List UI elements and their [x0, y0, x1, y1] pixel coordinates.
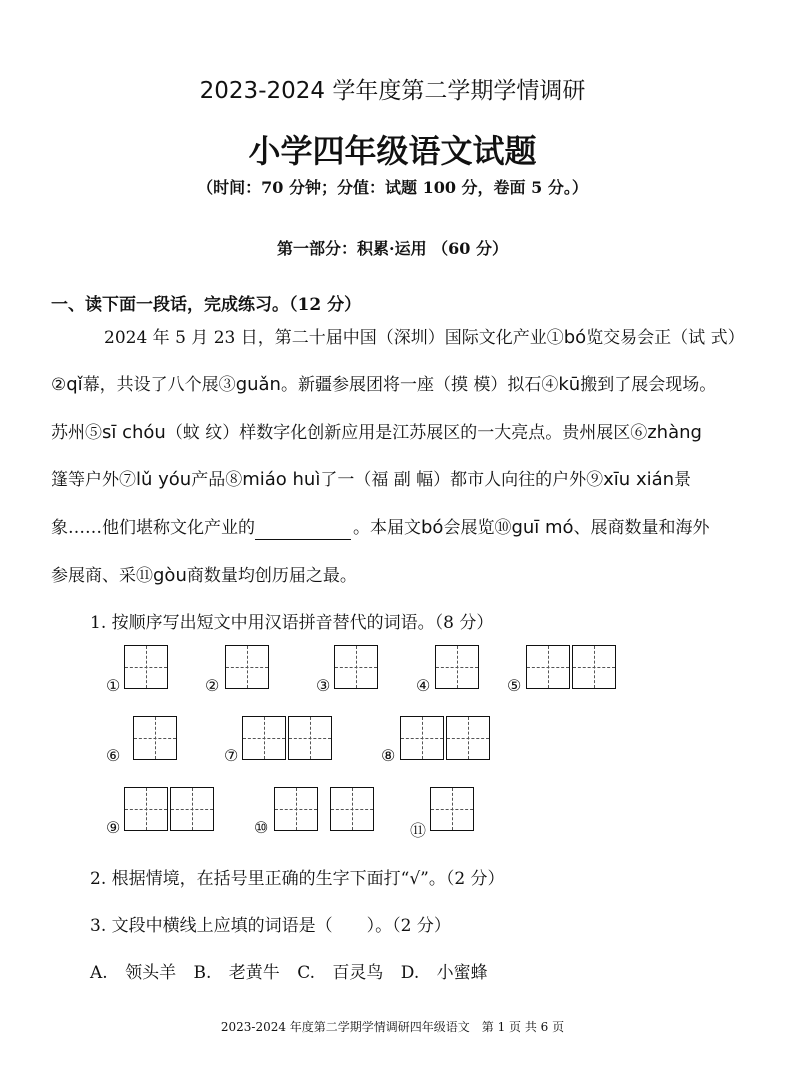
- pinyin: xīu xián: [603, 469, 675, 490]
- answer-grid-4[interactable]: [435, 645, 479, 689]
- pinyin: guī mó: [511, 517, 574, 538]
- pinyin: gòu: [153, 565, 187, 586]
- answer-label: ⑩: [254, 818, 269, 837]
- passage-line-6: [51, 564, 357, 588]
- answer-label: ⑥: [106, 746, 121, 765]
- pinyin: miáo huì: [242, 469, 321, 490]
- passage-text: 象……他们堪称文化产业的: [51, 518, 255, 538]
- passage-text: 景: [674, 470, 692, 490]
- tianzige-cell[interactable]: [526, 645, 570, 689]
- answer-grid-7[interactable]: [242, 716, 332, 760]
- passage-line-4: [51, 468, 691, 492]
- exam-subtitle: （时间：70 分钟；分值：试题 100 分，卷面 5 分。）: [197, 178, 588, 197]
- tianzige-cell[interactable]: [225, 645, 269, 689]
- answer-label: ⑦: [224, 746, 239, 765]
- answer-grid-8[interactable]: [400, 716, 490, 760]
- fill-blank[interactable]: [255, 521, 351, 540]
- passage-text: 2024 年 5 月 23 日，第二十届中国（深圳）国际文化产业①: [104, 328, 564, 348]
- part-heading: 第一部分：积累·运用 （60 分）: [277, 239, 508, 258]
- passage-text: 、展商数量和海外: [573, 518, 710, 538]
- pinyin: lǔ yóu: [136, 469, 192, 490]
- answer-grid-11[interactable]: [430, 787, 474, 831]
- answer-label: ⑪: [410, 821, 427, 840]
- page-footer: 2023-2024 年度第二学期学情调研四年级语文 第 1 页 共 6 页: [220, 1020, 565, 1034]
- pinyin: qǐ: [66, 374, 83, 395]
- pinyin: sī chóu: [102, 422, 166, 443]
- answer-grid-3[interactable]: [334, 645, 378, 689]
- passage-text: 商数量均创历届之最。: [186, 566, 357, 586]
- answer-label: ④: [416, 676, 431, 695]
- passage-line-5: [51, 516, 710, 540]
- answer-grid-9[interactable]: [124, 787, 214, 831]
- passage-line-1: [104, 326, 745, 350]
- answer-grid-2[interactable]: [225, 645, 269, 689]
- answer-label: ③: [316, 676, 331, 695]
- passage-text: 幕，共设了八个展③: [82, 375, 236, 395]
- tianzige-cell[interactable]: [435, 645, 479, 689]
- tianzige-cell[interactable]: [274, 787, 318, 831]
- tianzige-cell[interactable]: [242, 716, 286, 760]
- pinyin: bó: [421, 517, 444, 538]
- passage-text: 搬到了展会现场。: [580, 375, 717, 395]
- answer-label: ⑤: [507, 676, 522, 695]
- question-3: 3. 文段中横线上应填的词语是（ ）。（2 分）: [90, 916, 451, 936]
- question-1: 1. 按顺序写出短文中用汉语拼音替代的词语。（8 分）: [90, 613, 494, 633]
- tianzige-cell[interactable]: [330, 787, 374, 831]
- passage-line-2: [51, 373, 716, 397]
- pinyin: zhàng: [647, 422, 702, 443]
- tianzige-cell[interactable]: [572, 645, 616, 689]
- passage-line-3: [51, 421, 702, 445]
- passage-text: 产品⑧: [191, 470, 243, 490]
- tianzige-cell[interactable]: [170, 787, 214, 831]
- passage-text: 览交易会正（试 式）: [586, 328, 745, 348]
- tianzige-cell[interactable]: [124, 787, 168, 831]
- answer-label: ⑨: [106, 818, 121, 837]
- tianzige-cell[interactable]: [124, 645, 168, 689]
- question-3-options: A. 领头羊 B. 老黄牛 C. 百灵鸟 D. 小蜜蜂: [90, 963, 488, 983]
- answer-label: ②: [205, 676, 220, 695]
- section-heading: 一、读下面一段话，完成练习。（12 分）: [51, 295, 362, 315]
- answer-grid-5[interactable]: [526, 645, 616, 689]
- passage-text: 。新疆参展团将一座（摸 模）拟石④: [280, 375, 559, 395]
- question-2: 2. 根据情境，在括号里正确的生字下面打“√”。（2 分）: [90, 869, 505, 889]
- tianzige-cell[interactable]: [446, 716, 490, 760]
- passage-text: 会展览⑩: [443, 518, 512, 538]
- passage-text: （蚊 纹）样数字化创新应用是江苏展区的一大亮点。贵州展区⑥: [165, 423, 648, 443]
- passage-text: 了一（福 副 幅）都市人向往的户外⑨: [320, 470, 604, 490]
- answer-grid-6[interactable]: [133, 716, 177, 760]
- pinyin: guǎn: [235, 374, 281, 395]
- answer-grid-1[interactable]: [124, 645, 168, 689]
- pinyin: kū: [558, 374, 581, 395]
- tianzige-cell[interactable]: [400, 716, 444, 760]
- exam-title: 小学四年级语文试题: [248, 132, 537, 170]
- answer-label: ①: [106, 676, 121, 695]
- tianzige-cell[interactable]: [334, 645, 378, 689]
- answer-label: ⑧: [381, 746, 396, 765]
- passage-text: ②: [51, 375, 67, 395]
- exam-header: 2023-2024 学年度第二学期学情调研: [199, 78, 586, 104]
- passage-text: 篷等户外⑦: [51, 470, 136, 490]
- answer-grid-10[interactable]: [274, 787, 374, 831]
- passage-text: 。本届文: [353, 518, 421, 538]
- pinyin: bó: [563, 327, 587, 348]
- passage-text: 参展商、采⑪: [51, 566, 153, 586]
- tianzige-cell[interactable]: [288, 716, 332, 760]
- tianzige-cell[interactable]: [430, 787, 474, 831]
- passage-text: 苏州⑤: [51, 423, 102, 443]
- tianzige-cell[interactable]: [133, 716, 177, 760]
